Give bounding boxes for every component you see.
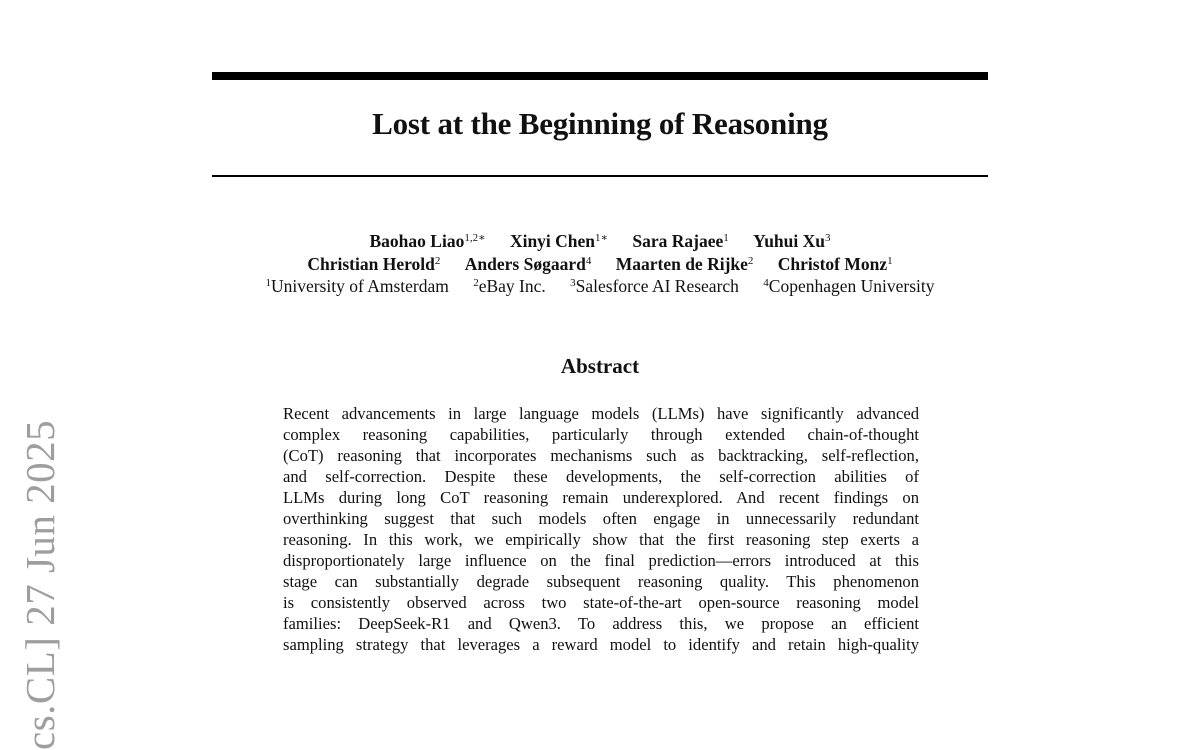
author: Maarten de Rijke$^2$ xyxy=(615,254,754,274)
abstract-heading: Abstract xyxy=(560,354,640,378)
abstract-line: complex reasoning capabilities, particularly through extended chain-of-thought xyxy=(283,425,919,444)
author: Sara Rajaee$^1$ xyxy=(632,231,729,251)
abstract-line: and self-correction. Despite these developments, the self-correction abilities of xyxy=(283,467,919,486)
abstract-line: is consistently observed across two state-of-the-art open-source reasoning model xyxy=(283,593,919,612)
abstract-line: disproportionately large influence on the final prediction—errors introduced at this xyxy=(283,551,919,570)
affiliations-line xyxy=(212,276,988,297)
abstract-body xyxy=(283,403,919,655)
abstract-line: reasoning. In this work, we empirically show that the first reasoning step exerts a xyxy=(283,530,919,549)
affiliation: $^3$Salesforce AI Research xyxy=(570,276,739,296)
affiliation: $^2$eBay Inc. xyxy=(473,276,546,296)
affiliation: $^1$University of Amsterdam xyxy=(265,276,449,296)
author-line-2 xyxy=(212,254,988,275)
author-line-1 xyxy=(212,231,988,252)
arxiv-side-stamp: cs.CL] 27 Jun 2025 xyxy=(17,419,63,750)
author: Baohao Liao$^{1,2∗}$ xyxy=(369,231,486,251)
author: Xinyi Chen$^{1∗}$ xyxy=(509,231,609,251)
author: Anders Søgaard$^4$ xyxy=(464,254,592,274)
abstract-line: sampling strategy that leverages a reward model to identify and retain high-quality xyxy=(283,635,919,654)
affiliation: $^4$Copenhagen University xyxy=(763,276,935,296)
author: Christof Monz$^1$ xyxy=(777,254,893,274)
abstract-line: LLMs during long CoT reasoning remain underexplored. And recent findings on xyxy=(283,488,919,507)
author: Yuhui Xu$^3$ xyxy=(753,231,831,251)
abstract-line: Recent advancements in large language models (LLMs) have significantly advanced xyxy=(283,404,919,423)
author: Christian Herold$^2$ xyxy=(307,254,441,274)
title-bottom-rule xyxy=(212,175,988,177)
title-top-rule xyxy=(212,72,988,80)
abstract-line: (CoT) reasoning that incorporates mechanisms such as backtracking, self-reflection, xyxy=(283,446,919,465)
abstract-line: stage can substantially degrade subsequent reasoning quality. This phenomenon xyxy=(283,572,919,591)
abstract-line: overthinking suggest that such models often engage in unnecessarily redundant xyxy=(283,509,919,528)
paper-title: Lost at the Beginning of Reasoning xyxy=(372,106,828,141)
abstract-line: families: DeepSeek-R1 and Qwen3. To address this, we propose an efficient xyxy=(283,614,919,633)
